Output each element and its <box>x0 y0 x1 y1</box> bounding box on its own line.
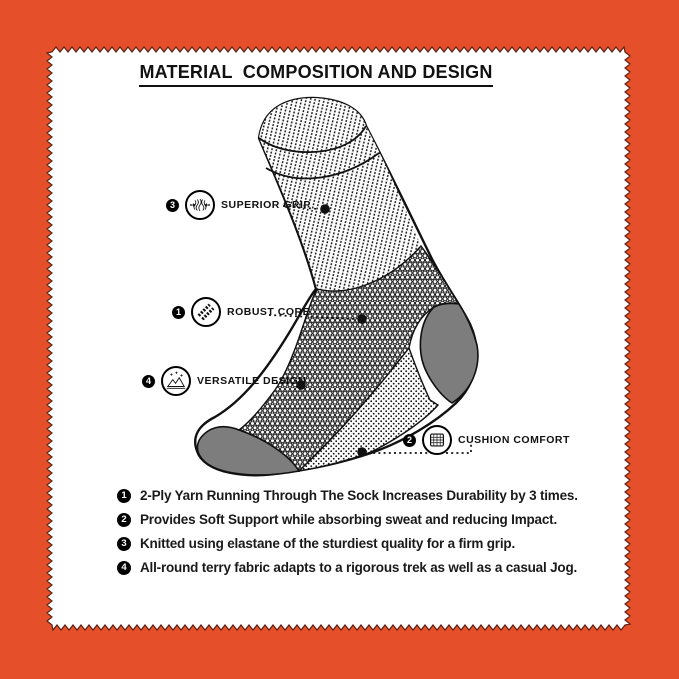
callout-cushion-comfort <box>403 425 570 455</box>
callout-label: VERSATILE DESIGN <box>197 375 307 387</box>
feature-item <box>117 536 578 551</box>
callout-number-badge: 3 <box>166 199 179 212</box>
feature-item <box>117 488 578 503</box>
feature-text: All-round terry fabric adapts to a rigorous trek as well as a casual Jog. <box>140 560 578 575</box>
callout-number-badge: 4 <box>142 375 155 388</box>
terrain-icon <box>161 366 191 396</box>
callout-label: SUPERIOR GRIP <box>221 199 311 211</box>
page-title: MATERIAL COMPOSITION AND DESIGN <box>139 62 492 87</box>
cushion-icon <box>422 425 452 455</box>
feature-text: Provides Soft Support while absorbing sweat and reducing Impact. <box>140 512 558 527</box>
callout-number-badge: 1 <box>172 306 185 319</box>
feature-number-badge: 4 <box>117 561 131 575</box>
marker-dot-superior-grip <box>320 204 330 214</box>
feature-number-badge: 3 <box>117 537 131 551</box>
feature-list <box>117 488 578 575</box>
marker-dot-robust-core <box>357 314 367 324</box>
feature-text: Knitted using elastane of the sturdiest quality for a firm grip. <box>140 536 515 551</box>
feature-number-badge: 1 <box>117 489 131 503</box>
callout-label: ROBUST CORE <box>227 306 311 318</box>
grip-icon <box>185 190 215 220</box>
callout-superior-grip <box>166 190 311 220</box>
marker-dot-cushion-comfort <box>357 447 367 457</box>
feature-text: 2-Ply Yarn Running Through The Sock Increases Durability by 3 times. <box>140 488 578 503</box>
yarn-icon <box>191 297 221 327</box>
feature-item <box>117 560 578 575</box>
feature-item <box>117 512 578 527</box>
feature-number-badge: 2 <box>117 513 131 527</box>
callout-robust-core <box>172 297 310 327</box>
callout-label: CUSHION COMFORT <box>458 434 570 446</box>
callout-number-badge: 2 <box>403 434 416 447</box>
title-bar <box>52 62 580 87</box>
callout-versatile-design <box>142 366 306 396</box>
